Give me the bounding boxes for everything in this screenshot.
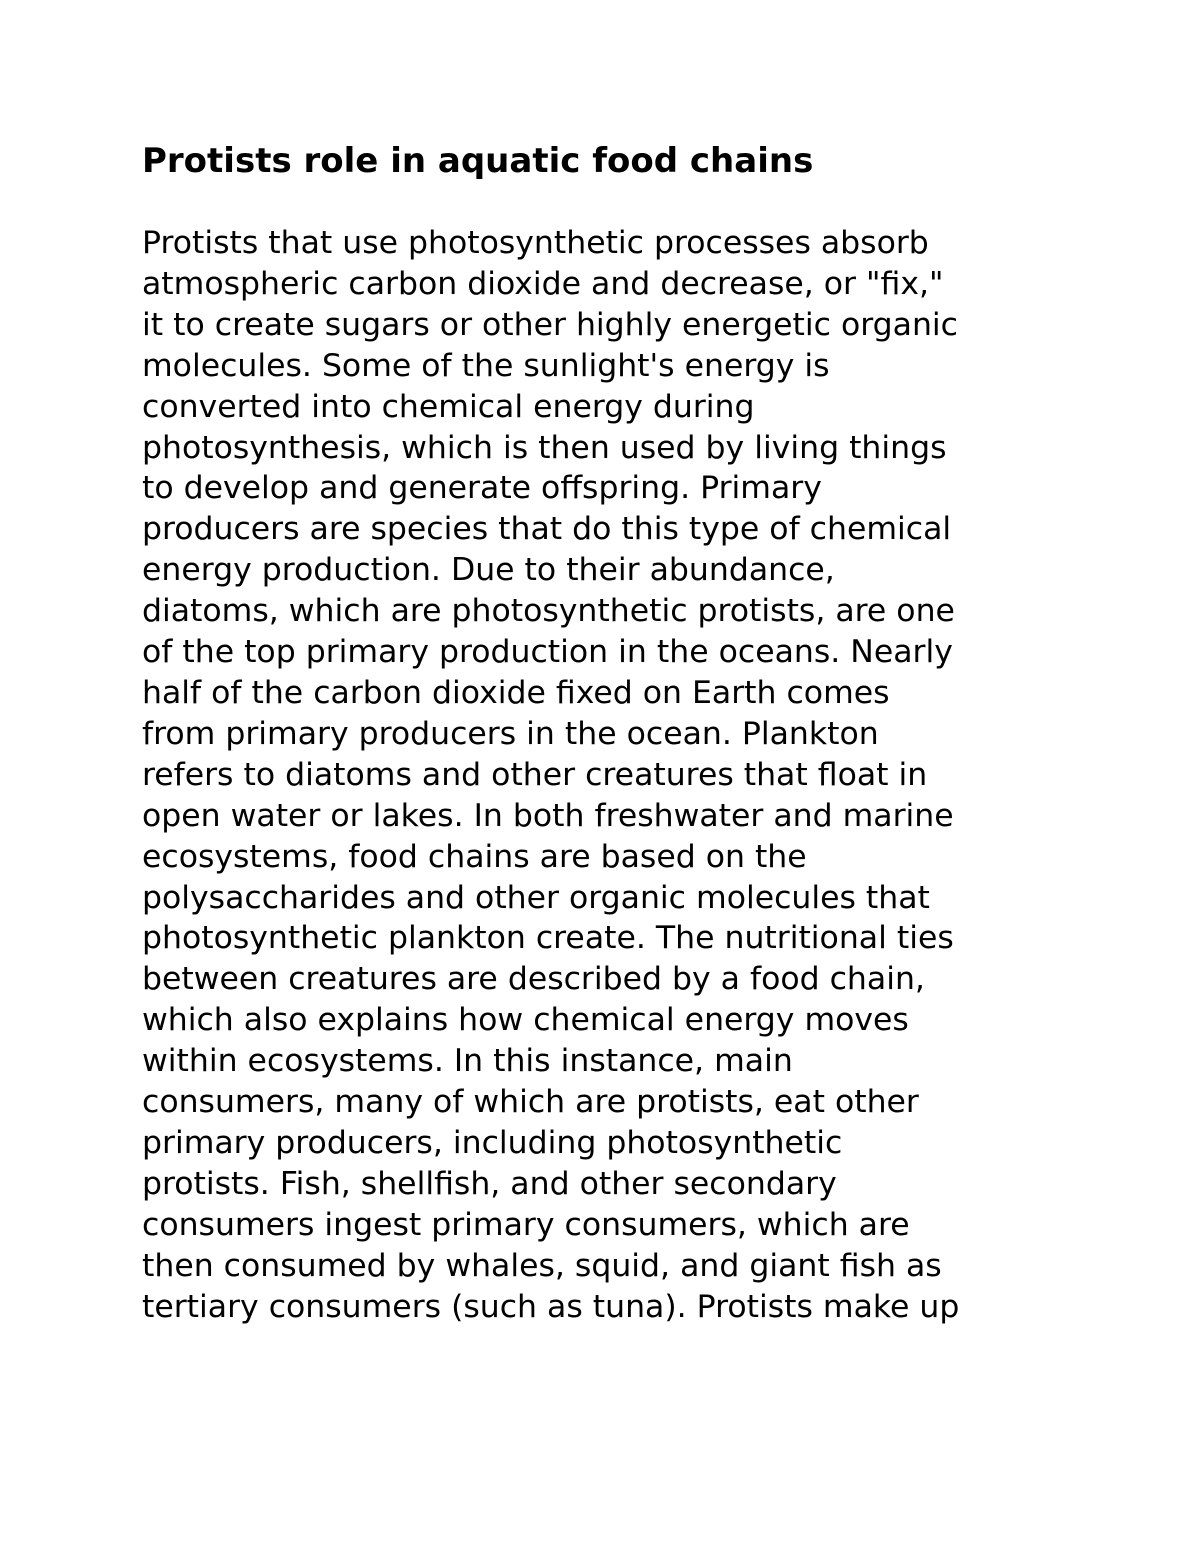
text-line: it to create sugars or other highly energetic organic xyxy=(142,306,958,343)
text-line: of the top primary production in the oceans. Nearly xyxy=(142,634,953,671)
text-line: tertiary consumers (such as tuna). Protists make up xyxy=(142,1288,960,1325)
text-line: atmospheric carbon dioxide and decrease, or "fix," xyxy=(142,265,944,302)
text-line: then consumed by whales, squid, and giant fish as xyxy=(142,1247,942,1284)
text-line: producers are species that do this type of chemical xyxy=(142,511,952,548)
document-title: Protists role in aquatic food chains xyxy=(142,141,814,181)
text-line: which also explains how chemical energy moves xyxy=(142,1002,909,1039)
text-line: molecules. Some of the sunlight's energy is xyxy=(142,347,830,384)
text-line: photosynthesis, which is then used by living things xyxy=(142,429,947,466)
text-line: within ecosystems. In this instance, main xyxy=(142,1043,793,1080)
text-line: primary producers, including photosynthetic xyxy=(142,1124,843,1161)
text-line: photosynthetic plankton create. The nutritional ties xyxy=(142,920,954,957)
text-line: refers to diatoms and other creatures that float in xyxy=(142,756,928,793)
text-line: open water or lakes. In both freshwater and marine xyxy=(142,797,954,834)
text-line: consumers, many of which are protists, eat other xyxy=(142,1084,919,1121)
text-line: ecosystems, food chains are based on the xyxy=(142,838,807,875)
text-line: to develop and generate offspring. Primary xyxy=(142,470,822,507)
text-line: diatoms, which are photosynthetic protists, are one xyxy=(142,593,955,630)
text-line: from primary producers in the ocean. Plankton xyxy=(142,715,879,752)
text-line: energy production. Due to their abundance, xyxy=(142,552,835,589)
text-line: between creatures are described by a food chain, xyxy=(142,961,925,998)
text-line: half of the carbon dioxide fixed on Earth comes xyxy=(142,674,890,711)
text-line: polysaccharides and other organic molecules that xyxy=(142,879,930,916)
text-line: protists. Fish, shellfish, and other secondary xyxy=(142,1165,837,1202)
body-paragraph xyxy=(142,223,1082,1327)
text-line: converted into chemical energy during xyxy=(142,388,755,425)
text-line: consumers ingest primary consumers, which are xyxy=(142,1206,910,1243)
text-line: Protists that use photosynthetic processes absorb xyxy=(142,225,929,261)
